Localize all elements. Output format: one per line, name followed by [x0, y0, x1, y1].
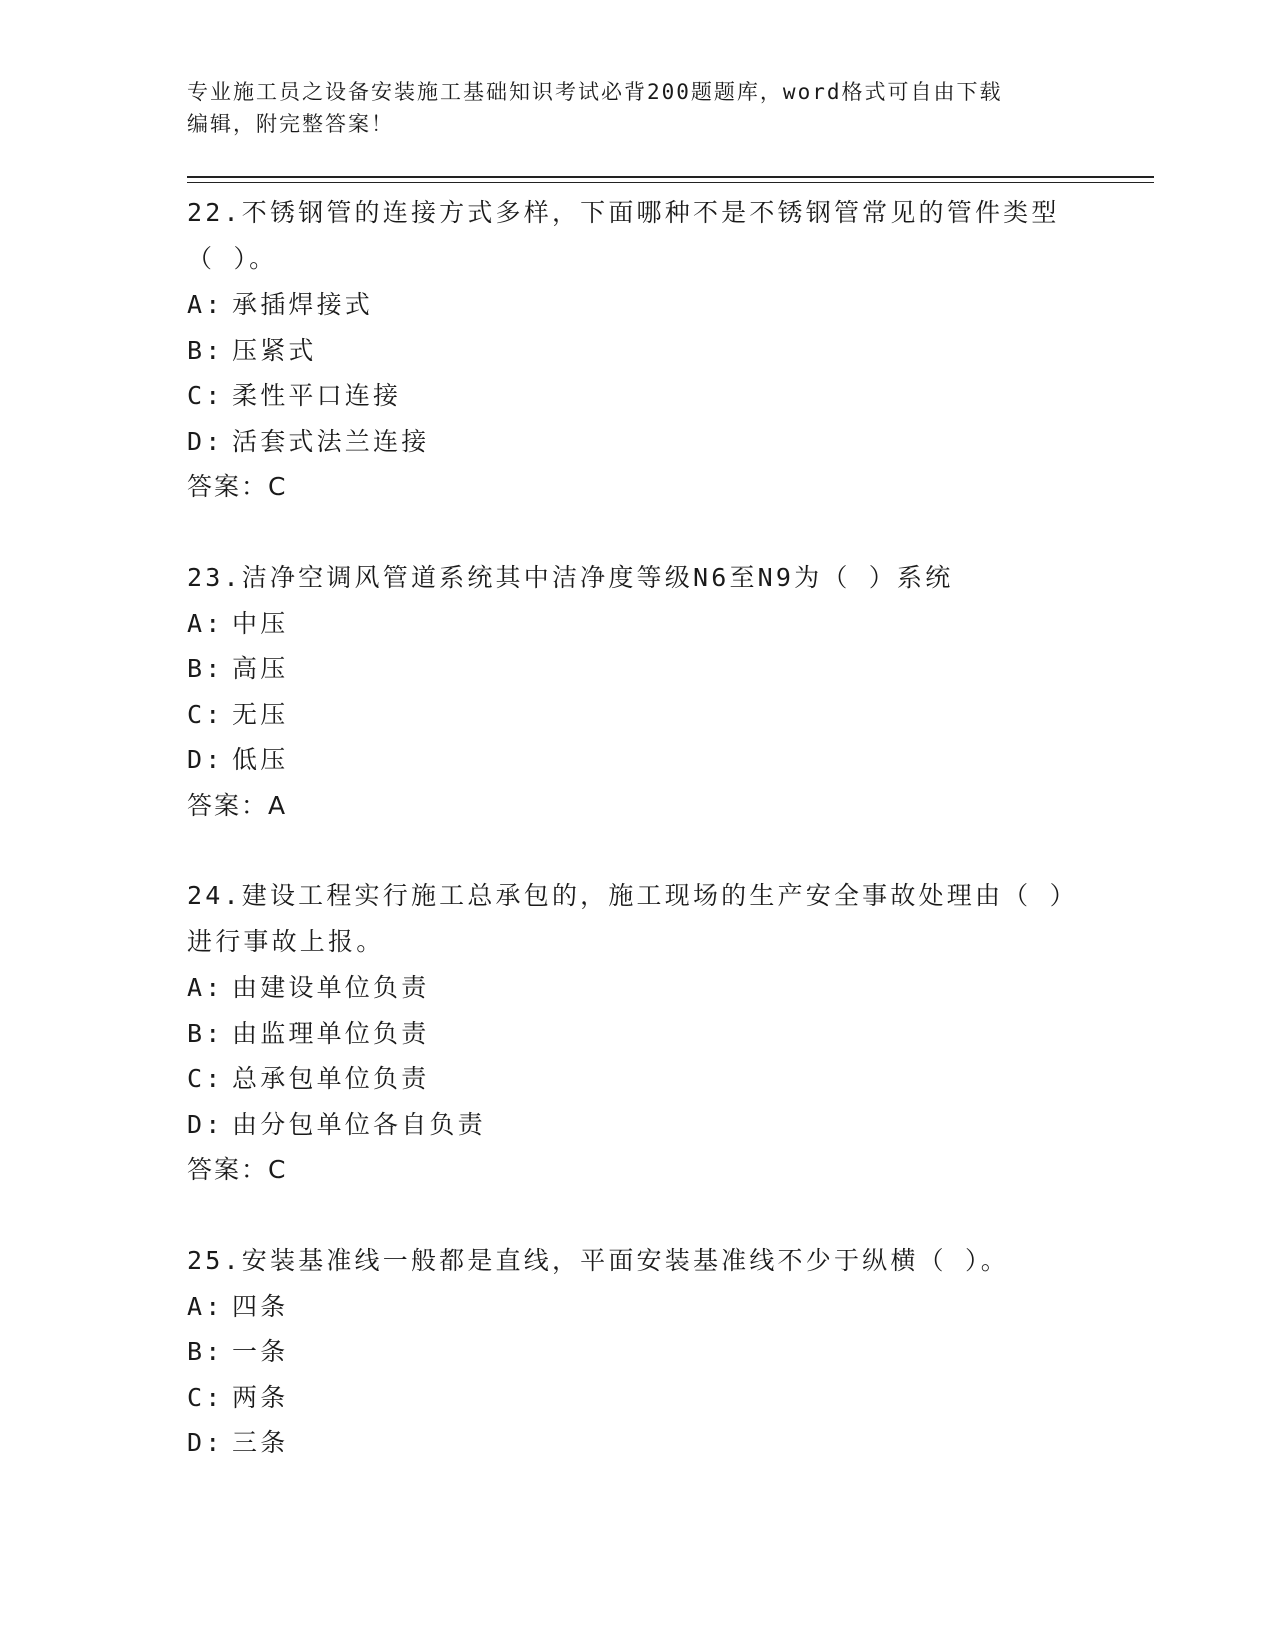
option-key: C:	[187, 699, 224, 729]
header-line-1: 专业施工员之设备安装施工基础知识考试必背200题题库，word格式可自由下载	[187, 80, 1003, 104]
spacer	[187, 1193, 1154, 1238]
option-key: D:	[187, 426, 224, 456]
question-25	[187, 1238, 1154, 1466]
option-c	[187, 692, 1154, 738]
answer: 答案：A	[187, 790, 288, 820]
question-stem: 24.建设工程实行施工总承包的，施工现场的生产安全事故处理由（ ）进行事故上报。	[187, 881, 1066, 956]
header-line-2: 编辑，附完整答案！	[187, 112, 394, 136]
option-key: B:	[187, 654, 224, 683]
option-c	[187, 1375, 1154, 1421]
answer: 答案：C	[187, 472, 288, 501]
option-text: 总承包单位负责	[232, 1064, 430, 1093]
option-text: 三条	[232, 1428, 289, 1457]
option-d	[187, 1420, 1154, 1466]
option-key: C:	[187, 1064, 224, 1093]
question-stem: 25.安装基准线一般都是直线，平面安装基准线不少于纵横（ ）。	[187, 1245, 1009, 1275]
option-key: A:	[187, 1291, 224, 1321]
option-key: A:	[187, 290, 224, 319]
option-text: 压紧式	[232, 335, 317, 365]
option-text: 高压	[232, 654, 289, 683]
option-text: 承插焊接式	[232, 290, 374, 319]
question-stem: 22.不锈钢管的连接方式多样，下面哪种不是不锈钢管常见的管件类型（ ）。	[187, 198, 1060, 273]
option-text: 中压	[232, 608, 289, 638]
option-text: 无压	[232, 699, 289, 729]
option-key: C:	[187, 381, 224, 410]
spacer	[187, 828, 1154, 873]
option-c	[187, 373, 1154, 419]
option-d	[187, 737, 1154, 783]
document-header	[187, 76, 1087, 140]
option-text: 四条	[232, 1291, 289, 1321]
option-a	[187, 282, 1154, 328]
option-b	[187, 646, 1154, 692]
option-text: 一条	[232, 1337, 289, 1366]
option-key: D:	[187, 1428, 224, 1457]
option-d	[187, 419, 1154, 465]
option-key: D:	[187, 1109, 224, 1139]
option-c	[187, 1056, 1154, 1102]
question-stem: 23.洁净空调风管道系统其中洁净度等级N6至N9为（ ）系统	[187, 562, 954, 592]
option-text: 由建设单位负责	[232, 973, 430, 1002]
option-d	[187, 1102, 1154, 1148]
option-text: 由分包单位各自负责	[232, 1109, 486, 1139]
option-key: A:	[187, 608, 224, 638]
option-b	[187, 328, 1154, 374]
question-list	[187, 190, 1154, 1466]
option-text: 柔性平口连接	[232, 381, 402, 410]
option-key: A:	[187, 973, 224, 1002]
header-divider-thin	[187, 182, 1154, 183]
option-key: D:	[187, 745, 224, 774]
answer: 答案：C	[187, 1155, 288, 1184]
option-a	[187, 601, 1154, 647]
option-text: 由监理单位负责	[232, 1018, 430, 1048]
option-b	[187, 1329, 1154, 1375]
option-key: B:	[187, 1018, 224, 1048]
option-key: B:	[187, 335, 224, 365]
spacer	[187, 510, 1154, 555]
option-a	[187, 965, 1154, 1011]
question-23	[187, 555, 1154, 829]
option-text: 低压	[232, 745, 289, 774]
option-key: C:	[187, 1382, 224, 1412]
header-divider-thick	[187, 176, 1154, 178]
question-24	[187, 873, 1154, 1193]
option-b	[187, 1011, 1154, 1057]
option-text: 活套式法兰连接	[232, 426, 430, 456]
question-22	[187, 190, 1154, 510]
option-text: 两条	[232, 1382, 289, 1412]
option-key: B:	[187, 1337, 224, 1366]
option-a	[187, 1284, 1154, 1330]
